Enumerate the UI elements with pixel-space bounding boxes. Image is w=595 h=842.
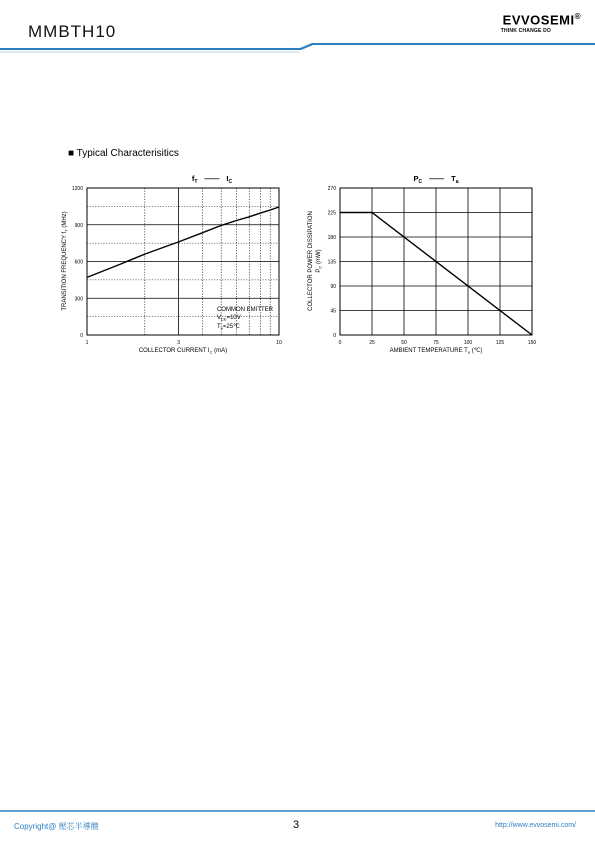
chart1-y-label: TRANSITION FREQUENCY $f_T$ (MHz) (62, 211, 69, 311)
registered-mark: ® (574, 12, 581, 21)
chart2-x-tick-label: 50 (401, 340, 407, 346)
chart2-y-tick-label: 0 (333, 333, 336, 339)
chart2-y-tick-label: 45 (330, 308, 336, 315)
brand-name: EVVOSEMI (502, 12, 575, 28)
chart2-x-label: AMBIENT TEMPERATURE $T_a$ (℃) (389, 348, 483, 355)
chart-pc-vs-ta (300, 168, 550, 360)
chart2-y-label-1: COLLECTOR POWER DISSIPATION (308, 211, 314, 311)
footer-rule (0, 805, 595, 817)
chart1-x-ticks (86, 340, 282, 346)
chart2-y-tick-label: 90 (330, 284, 336, 290)
chart2-x-ticks (339, 340, 537, 346)
footer-url[interactable]: http://www.evvosemi.com/ (495, 822, 576, 829)
chart1-series-line (87, 207, 279, 277)
chart2-y-tick-label: 135 (327, 259, 336, 266)
brand-tagline: THINK CHANGE DO (500, 28, 551, 34)
chart1-y-tick-label: 900 (74, 222, 83, 229)
chart1-y-tick-label: 0 (80, 333, 83, 339)
chart2-x-tick-label: 25 (369, 340, 375, 346)
chart2-y-tick-label: 270 (327, 186, 336, 192)
chart1-title: $f_T$ —— $I_C$ (191, 174, 233, 185)
chart1-y-tick-label: 1200 (71, 186, 83, 192)
chart2-x-tick-label: 125 (495, 340, 505, 346)
chart1-annotation-2: $V_{CE}=10V$ (217, 315, 241, 322)
chart2-x-tick-label: 100 (463, 340, 473, 346)
chart-ft-vs-ic (55, 168, 295, 360)
section-title: ■ Typical Characterisitics (68, 148, 179, 159)
chart2-x-tick-label: 150 (527, 340, 537, 346)
chart1-annotation-1: COMMON EMITTER (217, 307, 273, 313)
chart1-annotation-3: $T_a=25℃$ (217, 324, 240, 331)
chart2-title: $P_C$ —— $T_a$ (413, 174, 459, 185)
header-rule (0, 0, 595, 60)
chart2-y-tick-label: 225 (327, 210, 336, 217)
chart1-x-tick-label: 10 (276, 340, 282, 346)
chart2-y-ticks (328, 186, 337, 339)
chart2-y-label-2: $P_C$ (mW) (316, 249, 323, 273)
chart1-y-tick-label: 300 (74, 296, 83, 303)
chart1-x-label: COLLECTOR CURRENT $I_C$ (mA) (138, 348, 228, 355)
part-number: MMBTH10 (28, 22, 117, 41)
footer-copyright: Copyright@ 壓芯半導體 (14, 822, 99, 831)
chart2-x-tick-label: 75 (433, 340, 439, 346)
chart2-y-tick-label: 180 (327, 235, 336, 241)
chart1-x-tick-label: 1 (85, 340, 89, 346)
page-number: 3 (293, 819, 300, 831)
chart1-x-tick-label: 3 (177, 340, 180, 346)
chart1-y-ticks (72, 186, 83, 339)
chart1-y-tick-label: 600 (74, 259, 83, 266)
chart2-x-tick-label: 0 (338, 340, 342, 346)
